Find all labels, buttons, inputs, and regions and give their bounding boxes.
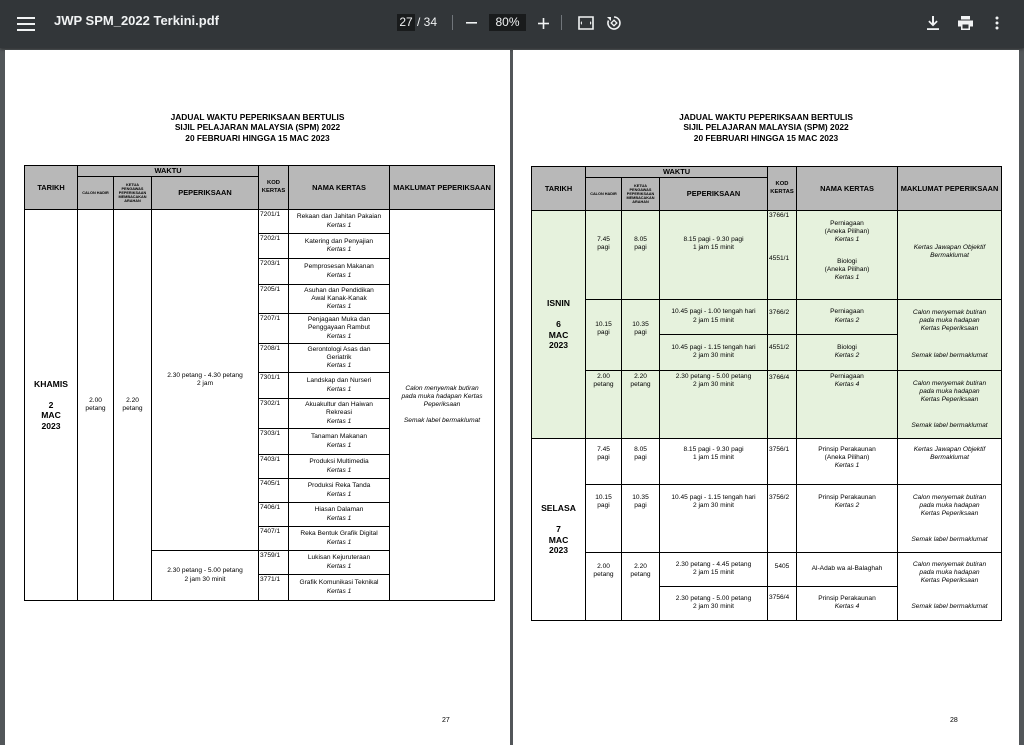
exam-info-cell: Kertas Jawapan Objektif Bermaklumat [898,211,1002,300]
paper-name-cell [289,455,390,479]
paper-name-cell [289,551,390,575]
paper-name: Penjagaan Muka dan Penggayaan Rambut [307,316,371,332]
paper-number: Kertas 1 [326,332,352,340]
paper-number: Kertas 2 [834,316,860,324]
paper-code: 5405 [768,552,797,586]
paper-number: Kertas 1 [326,385,352,393]
paper-number: Kertas 1 [326,466,352,474]
paper-name: Gerontologi Asas dan Geriatrik [307,345,371,361]
table-row [25,210,495,234]
paper-name: Prinsip Perakaunan (Aneka Pilihan) [818,445,876,461]
exam-time-cell: 2.30 petang - 5.00 petang 2 jam 30 minit [660,370,768,438]
table-row [532,211,1002,299]
paper-name: Biologi (Aneka Pilihan) [824,258,870,274]
heading-line: SIJIL PELAJARAN MALAYSIA (SPM) 2022 [174,122,341,133]
paper-code: 3756/2 [768,484,797,552]
ketua-cell: 2.20 petang [114,210,152,601]
header-nama-kertas: NAMA KERTAS [289,166,390,210]
ketua-cell: 10.35 pagi [622,299,660,370]
paper-name-cell [797,334,898,370]
paper-name: Landskap dan Nurseri [306,377,372,385]
paper-name-cell [289,527,390,551]
paper-number: Kertas 1 [326,271,352,279]
info-text: Calon menyemak butiran pada muka hadapan Kertas Peperiksaan [912,561,987,585]
exam-time-cell: 10.45 pagi - 1.15 tengah hari 2 jam 30 minit [660,484,768,552]
paper-code: 7405/1 [259,479,289,503]
calon-hadir-cell: 7.45 pagi [586,211,622,300]
pdf-page-27 [5,50,510,745]
paper-name-cell [289,399,390,429]
date-cell: SELASA 7 MAC 2023 [532,438,586,620]
info-text: Semak label bermaklumat [911,535,988,543]
paper-name: Prinsip Perakaunan [818,493,876,501]
paper-name-cell [289,479,390,503]
rotate-icon[interactable] [604,13,624,33]
paper-code: 3766/4 [768,370,797,438]
page-total: / 34 [417,15,438,29]
info-text: Calon menyemak butiran pada muka hadapan Kertas Peperiksaan [912,493,987,517]
paper-name-cell [289,259,390,285]
paper-name: Asuhan dan Pendidikan Awal Kanak-Kanak [304,286,374,302]
calon-hadir-cell: 2.00 petang [586,370,622,438]
paper-name: Katering dan Penyajian [304,237,374,245]
paper-code: 3756/1 [768,438,797,484]
calon-hadir-cell: 7.45 pagi [586,438,622,484]
fit-page-icon[interactable] [576,13,596,33]
zoom-in-icon[interactable] [534,14,552,32]
calon-hadir-cell: 2.00 petang [586,552,622,620]
pdf-page-28 [513,50,1019,745]
heading-line: SIJIL PELAJARAN MALAYSIA (SPM) 2022 [683,122,849,133]
paper-name-cell [797,586,898,620]
paper-code: 4551/2 [768,334,797,370]
exam-time-cell: 2.30 petang - 4.30 petang 2 jam [152,210,259,551]
paper-code: 7303/1 [259,429,289,455]
paper-code: 3766/2 [768,299,797,334]
info-text: Calon menyemak butiran pada muka hadapan Kertas Peperiksaan [912,379,987,403]
paper-name: Tanaman Makanan [310,433,368,441]
paper-code: 3756/4 [768,586,797,620]
download-icon[interactable] [923,13,943,33]
heading-line: 20 FEBRUARI HINGGA 15 MAC 2023 [185,132,330,143]
paper-code: 7407/1 [259,527,289,551]
paper-name-cell [797,299,898,334]
header-maklumat: MAKLUMAT PEPERIKSAAN [390,166,495,210]
exam-time-cell: 2.30 petang - 4.45 petang 2 jam 15 minit [660,552,768,586]
header-nama-kertas: NAMA KERTAS [797,167,898,211]
zoom-out-icon[interactable] [462,14,480,32]
ketua-cell: 8.05 pagi [622,438,660,484]
toolbar-divider [561,15,562,30]
paper-number: Kertas 4 [834,380,860,388]
header-calon-hadir: CALON HADIR [78,177,114,210]
heading-line: 20 FEBRUARI HINGGA 15 MAC 2023 [693,132,839,143]
more-vert-icon[interactable] [987,13,1007,33]
paper-number: Kertas 1 [326,362,352,370]
header-kod: KOD KERTAS [259,166,289,210]
paper-code-cell [768,211,797,299]
paper-code: 7203/1 [259,259,289,285]
heading-line: JADUAL WAKTU PEPERIKSAAN BERTULIS [170,112,345,122]
paper-number: Kertas 1 [326,538,352,546]
header-calon-hadir: CALON HADIR [586,178,622,211]
paper-code: 3766/1 [769,212,790,219]
exam-time-cell: 8.15 pagi - 9.30 pagi 1 jam 15 minit [660,438,768,484]
paper-name: Pemprosesan Makanan [304,263,374,271]
exam-info-cell [898,484,1002,552]
paper-code: 7207/1 [259,314,289,344]
info-text: Semak label bermaklumat [911,351,988,359]
file-name: JWP SPM_2022 Terkini.pdf [54,13,219,28]
paper-number: Kertas 1 [326,417,352,425]
paper-name: Produksi Reka Tanda [307,482,371,490]
ketua-cell: 10.35 pagi [622,484,660,552]
paper-name-cell [797,370,898,438]
page-number: 27 [442,717,450,724]
paper-name: Grafik Komunikasi Teknikal [299,579,379,587]
paper-name: Reka Bentuk Grafik Digital [300,530,378,538]
paper-number: Kertas 2 [834,352,860,359]
info-text: Semak label bermaklumat [911,421,988,429]
header-waktu: WAKTU [78,166,259,177]
table-row [532,484,1002,552]
info-text: Semak label bermaklumat [911,603,988,611]
paper-number: Kertas 1 [834,236,860,244]
page-number: 28 [950,717,958,724]
page-heading [5,112,510,143]
heading-line: JADUAL WAKTU PEPERIKSAAN BERTULIS [679,112,853,122]
paper-name: Al-Adab wa al-Balaghah [797,552,898,586]
date-cell: KHAMIS 2 MAC 2023 [25,210,78,601]
exam-time-cell: 2.30 petang - 5.00 petang 2 jam 30 minit [660,586,768,620]
paper-number: Kertas 1 [326,514,352,522]
paper-number: Kertas 1 [326,441,352,449]
paper-code: 7205/1 [259,285,289,314]
paper-name: Perniagaan [830,372,864,380]
paper-number: Kertas 1 [326,303,352,311]
toolbar-divider [452,15,453,30]
table-row [532,299,1002,334]
paper-name-cell [289,344,390,373]
paper-code: 7406/1 [259,503,289,527]
paper-name-cell [289,429,390,455]
paper-name-cell [289,234,390,259]
header-kod: KOD KERTAS [768,167,797,211]
paper-number: Kertas 1 [326,221,352,229]
exam-info-cell: Kertas Jawapan Objektif Bermaklumat [898,438,1002,484]
paper-name-cell [289,285,390,314]
paper-name: Produksi Multimedia [309,458,369,466]
header-ketua-pengawas: KETUA PENGAWAS PEPERIKSAAN MEMBACAKAN ARAHAN [622,178,660,211]
paper-number: Kertas 1 [326,562,352,570]
exam-time-cell: 10.45 pagi - 1.15 tengah hari 2 jam 30 minit [660,334,768,370]
paper-code: 7403/1 [259,455,289,479]
exam-time-cell: 8.15 pagi - 9.30 pagi 1 jam 15 minit [660,211,768,300]
hamburger-menu-icon[interactable] [14,12,38,36]
ketua-cell: 2.20 petang [622,552,660,620]
header-peperiksaan: PEPERIKSAAN [660,178,768,211]
paper-name: Hiasan Dalaman [314,506,364,514]
exam-timetable [531,166,1002,621]
paper-name-cell [289,373,390,399]
paper-name-cell [289,503,390,527]
calon-hadir-cell: 10.15 pagi [586,299,622,370]
header-tarikh: TARIKH [532,167,586,211]
paper-number: Kertas 1 [326,587,352,595]
exam-timetable [24,165,495,601]
table-row [532,438,1002,484]
paper-number: Kertas 2 [834,501,860,509]
header-maklumat: MAKLUMAT PEPERIKSAAN [898,167,1002,211]
paper-name: Rekaan dan Jahitan Pakaian [296,213,382,221]
paper-code: 3759/1 [259,551,289,575]
paper-number: Kertas 1 [326,246,352,253]
paper-number: Kertas 1 [326,490,352,498]
paper-code: 7201/1 [259,210,289,234]
paper-name-cell [289,314,390,344]
paper-code: 4551/1 [769,255,790,263]
ketua-cell: 2.20 petang [622,370,660,438]
ketua-cell: 8.05 pagi [622,211,660,300]
paper-code: 3771/1 [259,575,289,601]
paper-code: 7208/1 [259,344,289,373]
current-page-input[interactable]: 27 [397,14,415,31]
paper-name-cell [797,211,898,299]
paper-name-cell [797,484,898,552]
paper-name: Lukisan Kejuruteraan [307,554,371,562]
paper-name-cell [289,575,390,601]
paper-name-cell [797,438,898,484]
page-heading [513,112,1019,143]
header-waktu: WAKTU [586,167,768,178]
paper-number: Kertas 1 [834,274,860,282]
paper-name: Biologi [837,343,857,351]
exam-info-cell [898,299,1002,370]
paper-code: 7202/1 [259,234,289,259]
exam-info-cell [898,552,1002,620]
header-tarikh: TARIKH [25,166,78,210]
paper-name: Perniagaan (Aneka Pilihan) [824,220,870,236]
calon-hadir-cell: 10.15 pagi [586,484,622,552]
zoom-level-input[interactable]: 80% [489,14,526,31]
header-ketua-pengawas: KETUA PENGAWAS PEPERIKSAAN MEMBACAKAN ARAHAN [114,177,152,210]
exam-info-cell [898,370,1002,438]
table-row [532,370,1002,438]
paper-code: 7302/1 [259,399,289,429]
date-cell: ISNIN 6 MAC 2023 [532,211,586,439]
paper-name-cell [289,210,390,234]
paper-code: 7301/1 [259,373,289,399]
exam-time-cell: 10.45 pagi - 1.00 tengah hari 2 jam 15 minit [660,299,768,334]
calon-hadir-cell: 2.00 petang [78,210,114,601]
header-peperiksaan: PEPERIKSAAN [152,177,259,210]
paper-number: Kertas 1 [834,461,860,469]
exam-time-cell: 2.30 petang - 5.00 petang 2 jam 30 minit [152,551,259,601]
paper-name: Perniagaan [830,308,864,316]
paper-name: Akuakultur dan Haiwan Rekreasi [305,401,373,417]
print-icon[interactable] [955,13,975,33]
paper-name: Prinsip Perakaunan [818,595,876,603]
table-row [532,552,1002,586]
exam-info-cell: Calon menyemak butiran pada muka hadapan Kertas Peperiksaan Semak label bermaklumat [390,210,495,601]
info-text: Calon menyemak butiran pada muka hadapan Kertas Peperiksaan [912,309,987,333]
pdf-toolbar [0,0,1024,48]
paper-number: Kertas 4 [834,603,860,611]
